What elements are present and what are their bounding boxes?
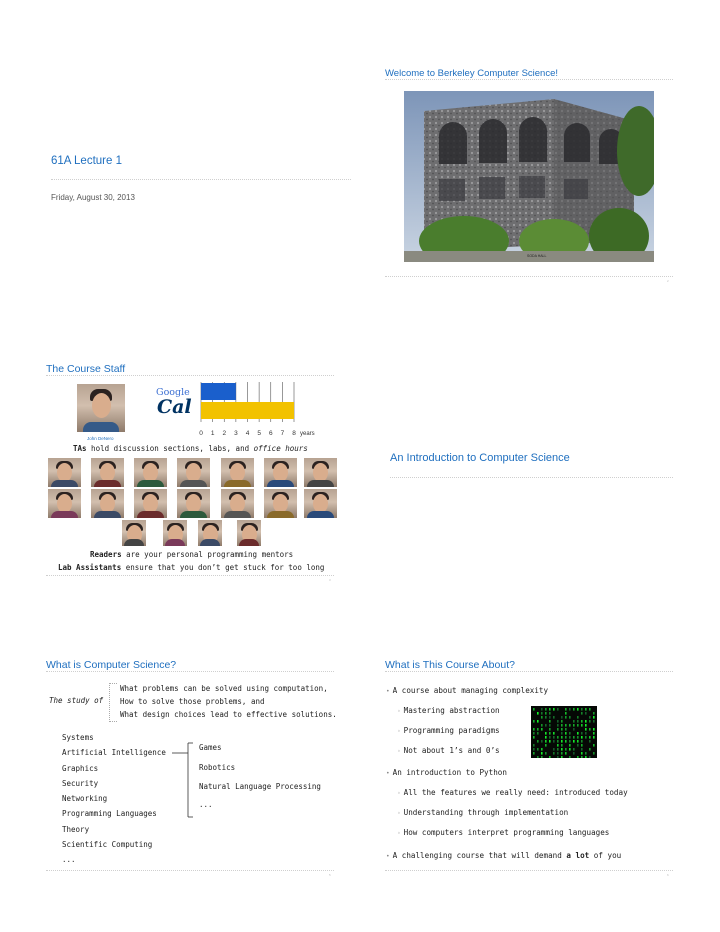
ta-photo bbox=[163, 520, 187, 546]
matrix-glyph bbox=[593, 720, 595, 723]
matrix-glyph bbox=[549, 716, 551, 719]
ta-photo bbox=[221, 489, 254, 518]
matrix-glyph bbox=[565, 728, 567, 731]
matrix-glyph bbox=[541, 752, 543, 755]
matrix-glyph bbox=[553, 740, 555, 743]
page-number: 6 bbox=[667, 873, 669, 877]
subfield-ellipsis: ... bbox=[199, 800, 213, 809]
ta-photo bbox=[48, 458, 81, 487]
matrix-glyph bbox=[533, 732, 535, 735]
matrix-glyph bbox=[569, 740, 571, 743]
readers-description bbox=[90, 550, 293, 559]
field-ellipsis: ... bbox=[62, 855, 76, 864]
ta-photo bbox=[264, 458, 297, 487]
tas-office-hours: office hours bbox=[253, 444, 308, 453]
field-systems: Systems bbox=[62, 733, 94, 742]
matrix-glyph bbox=[545, 724, 547, 727]
soda-hall-photo bbox=[404, 91, 654, 262]
matrix-glyph bbox=[553, 736, 555, 739]
matrix-glyph bbox=[557, 744, 559, 747]
matrix-glyph bbox=[537, 728, 539, 731]
page-number: 5 bbox=[329, 873, 331, 877]
matrix-glyph bbox=[533, 736, 535, 739]
ta-photo bbox=[91, 458, 124, 487]
tas-text: hold discussion sections, labs, and bbox=[86, 444, 254, 453]
matrix-glyph bbox=[565, 724, 567, 727]
matrix-glyph bbox=[581, 752, 583, 755]
matrix-glyph bbox=[593, 716, 595, 719]
matrix-glyph bbox=[561, 720, 563, 723]
matrix-glyph bbox=[585, 708, 587, 711]
matrix-glyph bbox=[573, 736, 575, 739]
matrix-code-image bbox=[531, 706, 597, 758]
tick-label: 8 bbox=[292, 430, 296, 437]
matrix-glyph bbox=[589, 728, 591, 731]
matrix-glyph bbox=[577, 724, 579, 727]
matrix-glyph bbox=[577, 716, 579, 719]
matrix-glyph bbox=[573, 724, 575, 727]
matrix-glyph bbox=[553, 752, 555, 755]
matrix-glyph bbox=[573, 740, 575, 743]
matrix-glyph bbox=[557, 720, 559, 723]
footer-rule bbox=[46, 870, 334, 871]
slide-title: An Introduction to Computer Science bbox=[390, 452, 570, 464]
matrix-glyph bbox=[541, 724, 543, 727]
matrix-glyph bbox=[585, 756, 587, 758]
bullet-not-ones-zeros: ◦ Not about 1’s and 0’s bbox=[397, 746, 500, 755]
field-networking: Networking bbox=[62, 794, 108, 803]
matrix-glyph bbox=[585, 752, 587, 755]
matrix-glyph bbox=[561, 740, 563, 743]
lab-assistants-description bbox=[58, 563, 324, 572]
matrix-glyph bbox=[573, 708, 575, 711]
ta-photo bbox=[221, 458, 254, 487]
ta-photo bbox=[198, 520, 222, 546]
bullet-text: Mastering abstraction bbox=[403, 706, 500, 715]
matrix-glyph bbox=[545, 732, 547, 735]
footer-rule bbox=[385, 276, 673, 277]
ta-photo bbox=[91, 489, 124, 518]
matrix-glyph bbox=[545, 736, 547, 739]
matrix-glyph bbox=[565, 740, 567, 743]
matrix-glyph bbox=[569, 736, 571, 739]
field-ai: Artificial Intelligence bbox=[62, 748, 166, 757]
ta-photo bbox=[237, 520, 261, 546]
matrix-glyph bbox=[577, 736, 579, 739]
building-sign: SODA HALL bbox=[527, 254, 547, 258]
matrix-glyph bbox=[589, 716, 591, 719]
matrix-glyph bbox=[581, 736, 583, 739]
bullet-text: All the features we really need: introduced today bbox=[403, 788, 628, 797]
bullet-all-features: ◦ All the features we really need: introduced today bbox=[397, 788, 628, 797]
matrix-glyph bbox=[533, 728, 535, 731]
matrix-glyph bbox=[573, 752, 575, 755]
tick-label: 7 bbox=[280, 430, 285, 437]
field-programming-languages: Programming Languages bbox=[62, 809, 157, 818]
lecture-date: Friday, August 30, 2013 bbox=[51, 193, 135, 202]
matrix-glyph bbox=[585, 728, 587, 731]
page-number: 2 bbox=[667, 279, 669, 283]
matrix-glyph bbox=[549, 736, 551, 739]
bullet-text: Understanding through implementation bbox=[403, 808, 569, 817]
matrix-glyph bbox=[553, 748, 555, 751]
readers-label: Readers bbox=[90, 550, 122, 559]
matrix-glyph bbox=[573, 748, 575, 751]
tick-label: 5 bbox=[257, 430, 261, 437]
matrix-glyph bbox=[581, 708, 583, 711]
matrix-glyph bbox=[537, 720, 539, 723]
lab-assistants-text: ensure that you don’t get stuck for too long bbox=[121, 563, 325, 572]
matrix-glyph bbox=[545, 708, 547, 711]
matrix-glyph bbox=[557, 724, 559, 727]
matrix-glyph bbox=[549, 732, 551, 735]
readers-text: are your personal programming mentors bbox=[121, 550, 294, 559]
bullet-text: Programming paradigms bbox=[403, 726, 500, 735]
matrix-glyph bbox=[585, 712, 587, 715]
bullet-programming-paradigms: ◦ Programming paradigms bbox=[397, 726, 500, 735]
matrix-glyph bbox=[553, 716, 555, 719]
matrix-glyph bbox=[569, 716, 571, 719]
instructor-name: John DeNero bbox=[87, 436, 114, 441]
matrix-glyph bbox=[585, 724, 587, 727]
matrix-glyph bbox=[561, 716, 563, 719]
tas-description bbox=[73, 444, 308, 453]
matrix-glyph bbox=[577, 744, 579, 747]
matrix-glyph bbox=[561, 748, 563, 751]
matrix-glyph bbox=[537, 732, 539, 735]
ta-photo bbox=[304, 458, 337, 487]
ta-photo bbox=[134, 489, 167, 518]
bullet-intro-python: • An introduction to Python bbox=[386, 768, 507, 777]
bullet-text: How computers interpret programming languages bbox=[403, 828, 610, 837]
matrix-glyph bbox=[549, 756, 551, 758]
matrix-glyph bbox=[537, 712, 539, 715]
bar-google bbox=[201, 383, 236, 400]
matrix-glyph bbox=[553, 732, 555, 735]
matrix-glyph bbox=[589, 756, 591, 758]
matrix-glyph bbox=[569, 744, 571, 747]
tick-label: 6 bbox=[268, 430, 273, 437]
matrix-glyph bbox=[589, 748, 591, 751]
x-axis-label: years bbox=[300, 431, 315, 437]
ta-photo bbox=[177, 489, 210, 518]
matrix-glyph bbox=[561, 724, 563, 727]
matrix-glyph bbox=[549, 712, 551, 715]
matrix-glyph bbox=[565, 708, 567, 711]
matrix-glyph bbox=[533, 748, 535, 751]
matrix-glyph bbox=[565, 712, 567, 715]
subfield-games: Games bbox=[199, 743, 222, 752]
matrix-glyph bbox=[541, 712, 543, 715]
title-rule bbox=[51, 179, 351, 180]
tick-label: 1 bbox=[210, 430, 215, 437]
matrix-glyph bbox=[541, 728, 543, 731]
matrix-glyph bbox=[541, 708, 543, 711]
tick-label: 0 bbox=[199, 430, 203, 437]
matrix-glyph bbox=[545, 752, 547, 755]
matrix-glyph bbox=[533, 720, 535, 723]
matrix-glyph bbox=[557, 708, 559, 711]
matrix-glyph bbox=[533, 744, 535, 747]
matrix-glyph bbox=[561, 752, 563, 755]
tick-label: 4 bbox=[245, 430, 250, 437]
matrix-glyph bbox=[553, 708, 555, 711]
matrix-glyph bbox=[557, 728, 559, 731]
matrix-glyph bbox=[581, 748, 583, 751]
ai-subfield-bracket bbox=[172, 741, 194, 819]
title-rule bbox=[390, 477, 673, 478]
matrix-glyph bbox=[581, 720, 583, 723]
matrix-glyph bbox=[581, 740, 583, 743]
matrix-glyph bbox=[577, 740, 579, 743]
bar-cal bbox=[201, 402, 294, 419]
matrix-glyph bbox=[593, 752, 595, 755]
matrix-glyph bbox=[537, 756, 539, 758]
matrix-glyph bbox=[577, 756, 579, 758]
matrix-glyph bbox=[549, 724, 551, 727]
slide-title: What is This Course About? bbox=[385, 659, 515, 671]
matrix-glyph bbox=[593, 744, 595, 747]
matrix-glyph bbox=[573, 720, 575, 723]
matrix-glyph bbox=[589, 740, 591, 743]
matrix-glyph bbox=[541, 740, 543, 743]
study-of-label: The study of bbox=[49, 696, 104, 705]
matrix-glyph bbox=[581, 744, 583, 747]
matrix-glyph bbox=[581, 712, 583, 715]
matrix-glyph bbox=[565, 716, 567, 719]
matrix-glyph bbox=[541, 716, 543, 719]
slide-title: Welcome to Berkeley Computer Science! bbox=[385, 68, 559, 79]
google-logo: Google bbox=[156, 387, 190, 398]
page-number: 3 bbox=[329, 578, 331, 582]
matrix-glyph bbox=[569, 748, 571, 751]
matrix-glyph bbox=[581, 732, 583, 735]
question-brace bbox=[109, 683, 117, 722]
matrix-glyph bbox=[577, 720, 579, 723]
matrix-glyph bbox=[545, 712, 547, 715]
matrix-glyph bbox=[589, 708, 591, 711]
title-rule bbox=[385, 79, 673, 80]
matrix-glyph bbox=[569, 724, 571, 727]
matrix-glyph bbox=[565, 732, 567, 735]
matrix-glyph bbox=[585, 732, 587, 735]
subfield-nlp: Natural Language Processing bbox=[199, 782, 321, 791]
instructor-photo bbox=[77, 384, 125, 432]
matrix-glyph bbox=[589, 720, 591, 723]
field-theory: Theory bbox=[62, 825, 90, 834]
matrix-glyph bbox=[549, 708, 551, 711]
matrix-glyph bbox=[557, 740, 559, 743]
bullet-challenging: • A challenging course that will demand a lot of you bbox=[386, 851, 622, 860]
slide-title: The Course Staff bbox=[46, 363, 126, 375]
challenging-bold: a lot bbox=[566, 851, 590, 860]
matrix-glyph bbox=[549, 728, 551, 731]
ta-photo bbox=[48, 489, 81, 518]
matrix-glyph bbox=[585, 736, 587, 739]
matrix-glyph bbox=[593, 712, 595, 715]
challenging-post: of you bbox=[589, 851, 622, 860]
title-rule bbox=[385, 671, 673, 672]
matrix-glyph bbox=[557, 752, 559, 755]
matrix-glyph bbox=[545, 744, 547, 747]
matrix-glyph bbox=[561, 728, 563, 731]
matrix-glyph bbox=[537, 740, 539, 743]
matrix-glyph bbox=[541, 748, 543, 751]
slide-title: What is Computer Science? bbox=[46, 659, 177, 671]
question-2: How to solve those problems, and bbox=[120, 697, 265, 706]
matrix-glyph bbox=[533, 708, 535, 711]
tick-label: 3 bbox=[234, 430, 238, 437]
field-scientific-computing: Scientific Computing bbox=[62, 840, 153, 849]
ta-photo bbox=[134, 458, 167, 487]
matrix-glyph bbox=[589, 736, 591, 739]
ta-photo bbox=[122, 520, 146, 546]
matrix-glyph bbox=[533, 752, 535, 755]
question-1: What problems can be solved using computation, bbox=[120, 684, 328, 693]
bullet-interpret-languages: ◦ How computers interpret programming languages bbox=[397, 828, 610, 837]
footer-rule bbox=[46, 575, 334, 576]
matrix-glyph bbox=[561, 736, 563, 739]
matrix-glyph bbox=[561, 732, 563, 735]
bullet-managing-complexity: • A course about managing complexity bbox=[386, 686, 549, 695]
matrix-glyph bbox=[585, 720, 587, 723]
matrix-glyph bbox=[557, 736, 559, 739]
bullet-text: Not about 1’s and 0’s bbox=[403, 746, 500, 755]
tick-label: 2 bbox=[222, 430, 227, 437]
subfield-robotics: Robotics bbox=[199, 763, 236, 772]
matrix-glyph bbox=[565, 752, 567, 755]
matrix-glyph bbox=[545, 740, 547, 743]
matrix-glyph bbox=[561, 744, 563, 747]
title-rule bbox=[46, 671, 334, 672]
matrix-glyph bbox=[593, 732, 595, 735]
matrix-glyph bbox=[549, 720, 551, 723]
bullet-mastering-abstraction: ◦ Mastering abstraction bbox=[397, 706, 500, 715]
matrix-glyph bbox=[561, 756, 563, 758]
experience-chart bbox=[190, 380, 326, 440]
title-rule bbox=[46, 375, 334, 376]
matrix-glyph bbox=[573, 728, 575, 731]
bullet-text: An introduction to Python bbox=[392, 768, 507, 777]
matrix-glyph bbox=[577, 708, 579, 711]
matrix-glyph bbox=[537, 748, 539, 751]
matrix-glyph bbox=[565, 748, 567, 751]
question-3: What design choices lead to effective solutions. bbox=[120, 710, 337, 719]
lab-assistants-label: Lab Assistants bbox=[58, 563, 122, 572]
matrix-glyph bbox=[549, 740, 551, 743]
matrix-glyph bbox=[569, 756, 571, 758]
cal-logo: Cal bbox=[157, 396, 192, 418]
bullet-understanding: ◦ Understanding through implementation bbox=[397, 808, 569, 817]
matrix-glyph bbox=[581, 756, 583, 758]
slide-title: 61A Lecture 1 bbox=[51, 155, 122, 167]
matrix-glyph bbox=[557, 756, 559, 758]
ta-photo bbox=[264, 489, 297, 518]
matrix-glyph bbox=[565, 736, 567, 739]
matrix-glyph bbox=[569, 708, 571, 711]
matrix-glyph bbox=[577, 732, 579, 735]
matrix-glyph bbox=[557, 748, 559, 751]
ta-photo bbox=[177, 458, 210, 487]
matrix-glyph bbox=[569, 732, 571, 735]
field-security: Security bbox=[62, 779, 99, 788]
matrix-glyph bbox=[581, 724, 583, 727]
bullet-text: A course about managing complexity bbox=[392, 686, 549, 695]
ta-photo bbox=[304, 489, 337, 518]
tas-label: TAs bbox=[73, 444, 87, 453]
challenging-pre: A challenging course that will demand bbox=[392, 851, 567, 860]
matrix-glyph bbox=[593, 736, 595, 739]
matrix-glyph bbox=[541, 756, 543, 758]
footer-rule bbox=[385, 870, 673, 871]
field-graphics: Graphics bbox=[62, 764, 99, 773]
matrix-glyph bbox=[593, 728, 595, 731]
matrix-glyph bbox=[545, 716, 547, 719]
